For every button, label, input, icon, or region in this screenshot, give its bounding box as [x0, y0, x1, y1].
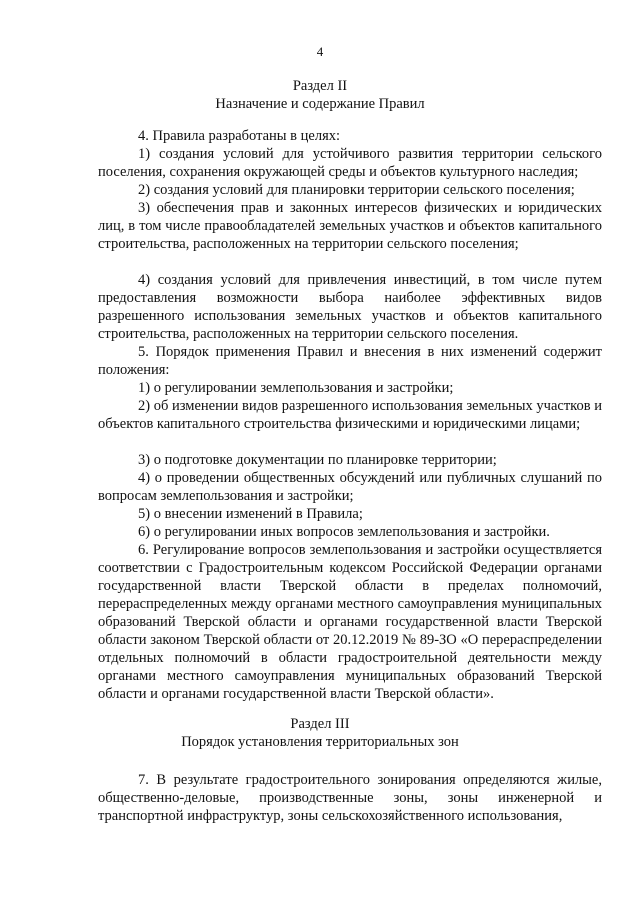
section-2-subtitle: Назначение и содержание Правил	[215, 96, 425, 112]
paragraph-5-item-2: 2) об изменении видов разрешенного использования земельных участков и объектов капитального строительства физическими и юридическими лицами;	[98, 398, 602, 432]
paragraph-4-item-4: 4) создания условий для привлечения инвестиций, в том числе путем предоставления возможности выбора наиболее эффективных видов разрешенного использования земельных участков и объектов капитального строительства, расположенных на территории сельского поселения.	[98, 272, 602, 342]
paragraph-5-item-4: 4) о проведении общественных обсуждений или публичных слушаний по вопросам землепользования и застройки;	[98, 470, 602, 504]
paragraph-4: 4. Правила разработаны в целях:	[138, 128, 341, 144]
section-3-subtitle: Порядок установления территориальных зон	[181, 734, 459, 750]
section-2-title: Раздел II	[292, 78, 348, 94]
paragraph-5-item-5: 5) о внесении изменений в Правила;	[138, 506, 363, 522]
paragraph-5-item-6: 6) о регулировании иных вопросов землепользования и застройки.	[138, 524, 550, 540]
page-number: 4	[316, 44, 324, 59]
paragraph-4-item-1: 1) создания условий для устойчивого развития территории сельского поселения, сохранения окружающей среды и объектов культурного наследия;	[98, 146, 602, 180]
paragraph-5: 5. Порядок применения Правил и внесения в них изменений содержит положения:	[98, 344, 602, 378]
paragraph-4-item-3: 3) обеспечения прав и законных интересов физических и юридических лиц, в том числе правообладателей земельных участков и объектов капитального строительства, расположенных на территории сельского поселения;	[98, 200, 602, 252]
paragraph-7: 7. В результате градостроительного зонирования определяются жилые, общественно-деловые, производственные зоны, зоны инженерной и транспортной инфраструктур, зоны сельскохозяйственного использования,	[98, 772, 602, 824]
paragraph-5-item-1: 1) о регулировании землепользования и застройки;	[138, 380, 454, 396]
paragraph-5-item-3: 3) о подготовке документации по планировке территории;	[138, 452, 497, 468]
paragraph-6: 6. Регулирование вопросов землепользования и застройки осуществляется соответствии с Градостроительным кодексом Российской Федерации органами государственной власти Тверской области в пределах полномочий, перераспределенных между органами местного самоуправления муниципальных образований Тверской области и органами государственной власти Тверской области законом Тверской области от 20.12.2019 № 89-ЗО «О перераспределении отдельных полномочий в области градостроительной деятельности между органами местного самоуправления муниципальных образований Тверской области и органами государственной власти Тверской области».	[98, 542, 602, 702]
section-3-title: Раздел III	[290, 716, 350, 732]
paragraph-4-item-2: 2) создания условий для планировки территории сельского поселения;	[138, 182, 575, 198]
